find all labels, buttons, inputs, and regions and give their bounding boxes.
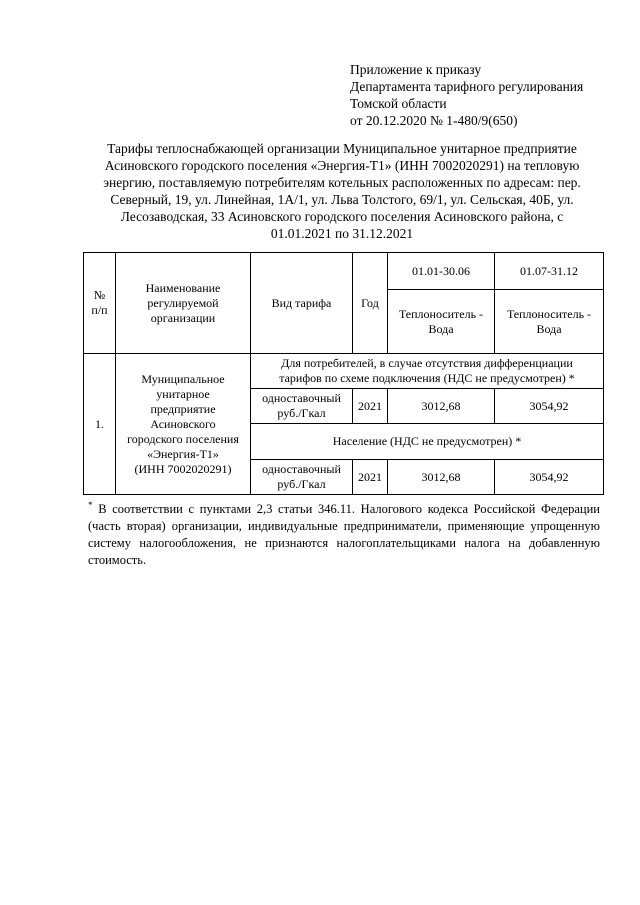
value-cell: 3054,92	[495, 389, 604, 424]
header-carrier-1: Теплоноситель - Вода	[388, 290, 495, 354]
header-period-2: 01.07-31.12	[495, 253, 604, 290]
title-line: Лесозаводская, 33 Асиновского городского поселения Асиновского района, с	[120, 209, 564, 224]
value-cell: 3054,92	[495, 460, 604, 495]
footnote-marker: *	[88, 500, 93, 510]
tariff-type-cell: одноставочный руб./Гкал	[251, 389, 353, 424]
title-line: Тарифы теплоснабжающей организации Муниципальное унитарное предприятие	[107, 141, 577, 156]
footnote-text: В соответствии с пунктами 2,3 статьи 346.11. Налогового кодекса Российской Федерации (часть вторая) организации, индивидуальные предприниматели, применяющие упрощенную систему налогообложения, не признаются налогоплательщиками налога на добавленную стоимость.	[88, 502, 600, 568]
tariff-type-cell: одноставочный руб./Гкал	[251, 460, 353, 495]
footnote	[88, 497, 600, 569]
header-line: Томской области	[350, 96, 447, 111]
title-line: Асиновского городского поселения «Энергия-Т1» (ИНН 7002020291) на тепловую	[104, 158, 580, 173]
title-line: энергию, поставляемую потребителям котельных расположенных по адресам: пер.	[103, 175, 581, 190]
group-label-population: Население (НДС не предусмотрен) *	[251, 424, 604, 460]
tariff-table	[83, 252, 604, 495]
header-org: Наименование регулируемой организации	[116, 253, 251, 354]
group-label-consumers: Для потребителей, в случае отсутствия дифференциации тарифов по схеме подключения (НДС не предусмотрен) *	[251, 354, 604, 389]
header-tariff-type: Вид тарифа	[251, 253, 353, 354]
header-period-1: 01.01-30.06	[388, 253, 495, 290]
title-line: Северный, 19, ул. Линейная, 1А/1, ул. Льва Толстого, 69/1, ул. Сельская, 40Б, ул.	[110, 192, 574, 207]
value-cell: 3012,68	[388, 389, 495, 424]
row-org: Муниципальное унитарное предприятие Асиновского городского поселения «Энергия-Т1» (ИНН 7002020291)	[116, 354, 251, 495]
header-num: № п/п	[84, 253, 116, 354]
row-num: 1.	[84, 354, 116, 495]
order-reference	[350, 61, 620, 129]
header-year: Год	[353, 253, 388, 354]
value-cell: 3012,68	[388, 460, 495, 495]
document-title	[82, 140, 602, 242]
title-line: 01.01.2021 по 31.12.2021	[270, 226, 414, 241]
year-cell: 2021	[353, 460, 388, 495]
header-line: от 20.12.2020 № 1-480/9(650)	[350, 113, 518, 128]
header-line: Приложение к приказу	[350, 62, 482, 77]
header-line: Департамента тарифного регулирования	[350, 79, 584, 94]
header-carrier-2: Теплоноситель - Вода	[495, 290, 604, 354]
year-cell: 2021	[353, 389, 388, 424]
